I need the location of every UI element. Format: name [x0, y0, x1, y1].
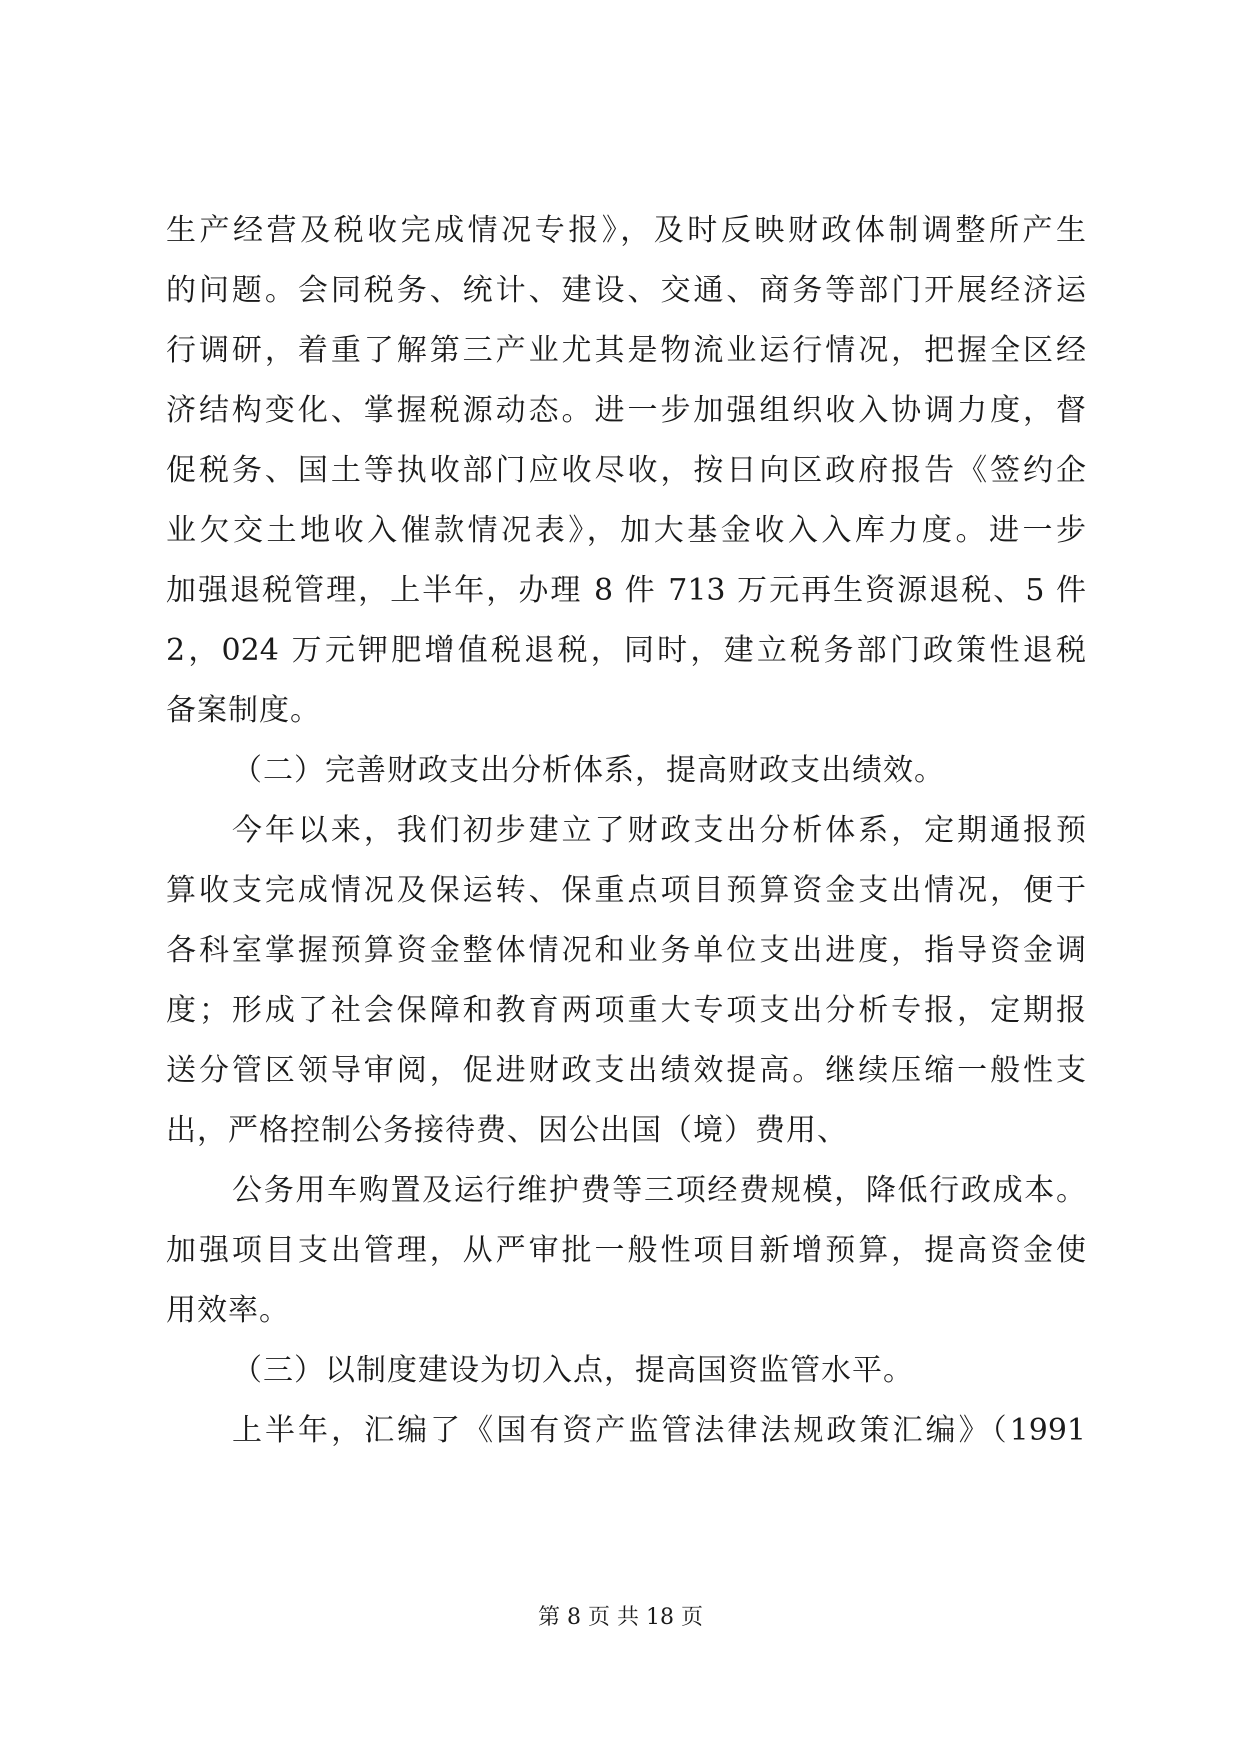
paragraph-line: 济结构变化、掌握税源动态。进一步加强组织收入协调力度，督	[166, 393, 1086, 428]
paragraph-line: 度；形成了社会保障和教育两项重大专项支出分析专报，定期报	[166, 993, 1086, 1028]
paragraph-line: 加强项目支出管理，从严审批一般性项目新增预算，提高资金使	[166, 1233, 1086, 1268]
paragraph-line: 的问题。会同税务、统计、建设、交通、商务等部门开展经济运	[166, 273, 1086, 308]
paragraph-line: 生产经营及税收完成情况专报》，及时反映财政体制调整所产生	[166, 213, 1086, 248]
section-heading: （三）以制度建设为切入点，提高国资监管水平。	[232, 1353, 914, 1388]
paragraph-line: 2，024 万元钾肥增值税退税，同时，建立税务部门政策性退税	[166, 633, 1086, 668]
paragraph-line: 各科室掌握预算资金整体情况和业务单位支出进度，指导资金调	[166, 933, 1086, 968]
paragraph-line: 今年以来，我们初步建立了财政支出分析体系，定期通报预	[232, 813, 1086, 848]
paragraph-line: 上半年，汇编了《国有资产监管法律法规政策汇编》（1991	[232, 1413, 1086, 1448]
paragraph-line: 促税务、国土等执收部门应收尽收，按日向区政府报告《签约企	[166, 453, 1086, 488]
paragraph-line: 算收支完成情况及保运转、保重点项目预算资金支出情况，便于	[166, 873, 1086, 908]
section-heading: （二）完善财政支出分析体系，提高财政支出绩效。	[232, 753, 945, 788]
paragraph-line: 加强退税管理，上半年，办理 8 件 713 万元再生资源退税、5 件	[166, 573, 1086, 608]
paragraph-line: 业欠交土地收入催款情况表》，加大基金收入入库力度。进一步	[166, 513, 1086, 548]
paragraph-line: 用效率。	[166, 1293, 290, 1328]
paragraph-line: 出，严格控制公务接待费、因公出国（境）费用、	[166, 1113, 848, 1148]
page-footer: 第 8 页 共 18 页	[538, 1605, 703, 1630]
paragraph-line: 公务用车购置及运行维护费等三项经费规模，降低行政成本。	[232, 1173, 1086, 1208]
paragraph-line: 送分管区领导审阅，促进财政支出绩效提高。继续压缩一般性支	[166, 1053, 1086, 1088]
paragraph-line: 备案制度。	[166, 693, 321, 728]
paragraph-line: 行调研，着重了解第三产业尤其是物流业运行情况，把握全区经	[166, 333, 1086, 368]
